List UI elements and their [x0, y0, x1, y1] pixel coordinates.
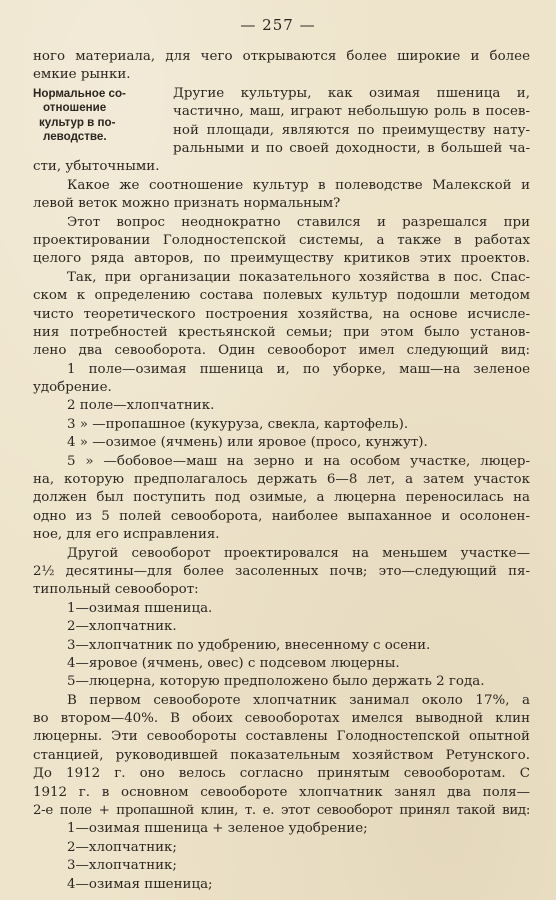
text-line: ральными и по своей доходности, в большей ча- — [173, 140, 530, 156]
margin-note-line: леводстве. — [43, 130, 107, 144]
text-line: Так, при организации показательного хозяйства в пос. Спас- — [67, 269, 530, 285]
text-line: 5 » —бобовое—маш на зерно и на особом участке, люцер- — [67, 453, 530, 469]
margin-note — [33, 85, 173, 145]
text-line: ной площади, являются по преимуществу нату- — [173, 122, 530, 138]
text-line: 5—люцерна, которую предположено было держать 2 года. — [67, 674, 485, 690]
margin-note-line: Нормальное со- — [33, 86, 126, 100]
text-line: 1912 г. в основном севообороте хлопчатник занял два поля— — [33, 784, 530, 800]
text-line: 1—озимая пшеница + зеленое удобрение; — [67, 821, 368, 837]
text-line: 2 поле—хлопчатник. — [67, 398, 215, 414]
text-line: Другой севооборот проектировался на меньшем участке— — [67, 545, 530, 561]
text-line: Другие культуры, как озимая пшеница и, — [173, 85, 530, 101]
text-line: 1—озимая пшеница. — [67, 600, 213, 616]
text-line: удобрение. — [33, 380, 112, 396]
text-line: лено два севооборота. Один севооборот имел следующий вид: — [33, 343, 530, 359]
text-line: 4—озимая пшеница; — [67, 876, 213, 892]
text-line: частично, маш, играют небольшую роль в посев- — [173, 104, 530, 120]
page-number: — 257 — — [240, 16, 316, 34]
text-line: 4—яровое (ячмень, овес) с подсевом люцерны. — [67, 655, 400, 671]
text-line: 3 » —пропашное (кукуруза, свекла, картофель). — [67, 416, 409, 432]
text-line: 3—хлопчатник; — [67, 858, 177, 874]
margin-adjacent-text — [33, 140, 530, 158]
text-line: сти, убыточными. — [33, 159, 160, 175]
text-line: До 1912 г. оно велось согласно принятым севооборотам. С — [33, 766, 530, 782]
text-line: ния потребностей крестьянской семьи; при этом было установ- — [33, 324, 530, 340]
text-line: Этот вопрос неоднократно ставился и разрешался при — [67, 214, 530, 230]
margin-adjacent-text — [173, 85, 530, 140]
text-line: 3—хлопчатник по удобрению, внесенному с осени. — [67, 637, 431, 653]
text-line: 1 поле—озимая пшеница и, по уборке, маш—на зеленое — [67, 361, 530, 377]
margin-note-line: культур в по- — [39, 115, 116, 129]
margin-note-line: отношение — [43, 101, 107, 115]
text-line: 4 » —озимое (ячмень) или яровое (просо, кунжут). — [67, 435, 428, 451]
text-line: 2—хлопчатник; — [67, 839, 177, 855]
text-line: 2—хлопчатник. — [67, 619, 177, 635]
text-line: люцерны. Эти севообороты составлены Голодностепской опытной — [33, 729, 530, 745]
text-line: одно из 5 полей севооборота, наиболее выпаханное и осолонен- — [33, 508, 530, 524]
text-line: на, которую предполагалось держать 6—8 лет, а затем участок — [33, 472, 530, 488]
text-line: во втором—40%. В обоих севооборотах имелся выводной клин — [33, 711, 530, 727]
text-line: станцией, руководившей показательным хозяйством Ретунского. — [33, 747, 530, 763]
text-line: ском к определению состава полевых культур подошли методом — [33, 288, 530, 304]
text-line: Какое же соотношение культур в полеводстве Малекской и — [67, 177, 530, 193]
text-line: типольный севооборот: — [33, 582, 199, 598]
text-line: 2-е поле + пропашной клин, т. е. этот севооборот принял такой вид: — [33, 803, 530, 819]
text-line: целого ряда авторов, по преимуществу критиков этих проектов. — [33, 251, 530, 267]
margin-note-block — [33, 85, 530, 159]
text-line: проектировании Голодностепской системы, а также в работах — [33, 232, 530, 248]
text-line: В первом севообороте хлопчатник занимал около 17%, а — [67, 692, 530, 708]
text-line: должен был поступить под озимые, а люцерна переносилась на — [33, 490, 530, 506]
body-text — [33, 48, 530, 894]
text-line: ного материала, для чего открываются более широкие и более — [33, 49, 530, 64]
text-line: ное, для его исправления. — [33, 527, 220, 543]
text-line: чисто теоретического построения хозяйства, на основе исчисле- — [33, 306, 530, 322]
text-line: 2½ десятины—для более засоленных почв; это—следующий пя- — [33, 563, 530, 579]
text-line: емкие рынки. — [33, 67, 131, 83]
text-line: левой веток можно признать нормальным? — [33, 196, 341, 212]
